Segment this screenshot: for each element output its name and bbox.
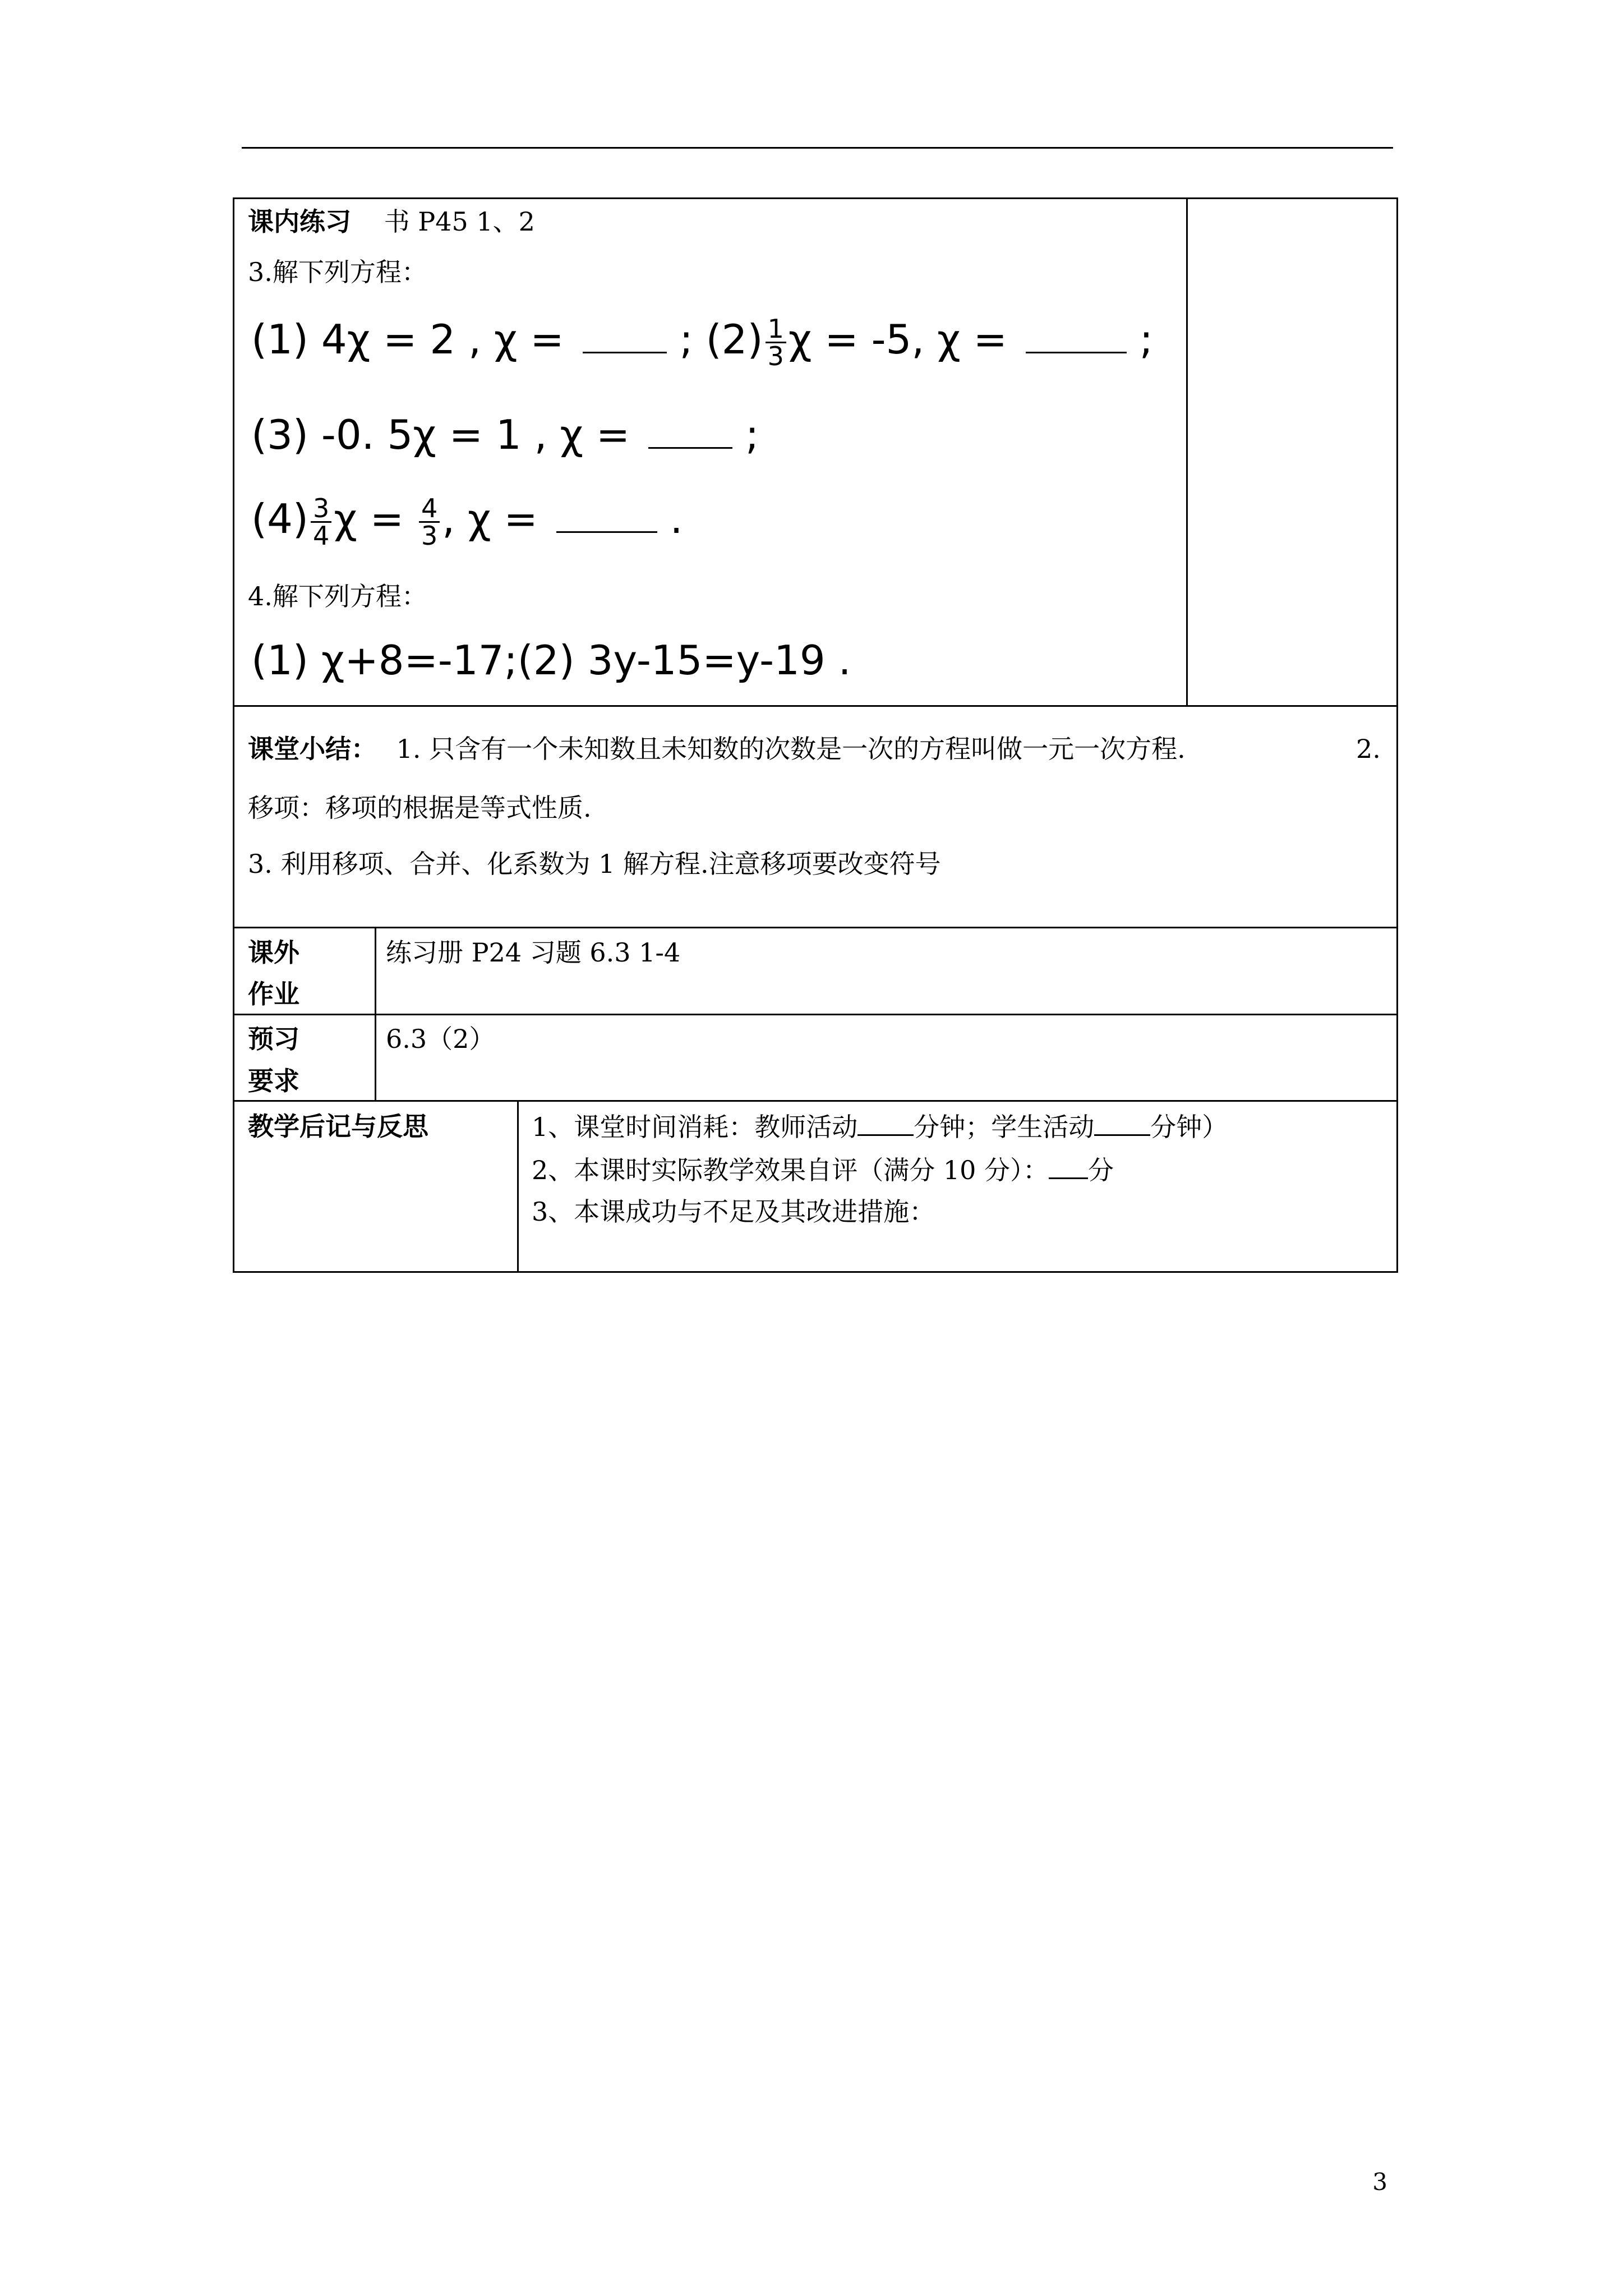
preview-content: 6.3（2） [386, 1024, 495, 1054]
q3-eq4-prefix: (4) [251, 495, 308, 542]
homework-content: 练习册 P24 习题 6.3 1-4 [386, 937, 681, 968]
reflection-time-student: 分钟；学生活动 [914, 1112, 1095, 1142]
answer-blank-1 [583, 315, 667, 353]
practice-right-divider [1186, 197, 1188, 706]
q3-equation-row-3 [251, 494, 683, 549]
q4-title: 4.解下列方程： [248, 581, 427, 611]
q4-equations: (1) χ+8=-17;(2) 3y-15=y-19 . [251, 637, 851, 684]
reflection-label-divider [517, 1100, 519, 1273]
practice-book-ref: 书 P45 1、2 [384, 206, 535, 237]
reflection-score-unit: 分 [1088, 1155, 1114, 1185]
q3-eq3: (3) -0. 5χ = 1 , χ = [251, 411, 630, 458]
page-number: 3 [1372, 2168, 1387, 2196]
q3-title: 3.解下列方程： [248, 257, 427, 287]
row-separator-preview [233, 1014, 1398, 1015]
q3-eq1: (1) 4χ = 2 , χ = [251, 316, 564, 363]
student-minutes-blank [1094, 1110, 1150, 1136]
homework-label-2: 作业 [248, 979, 299, 1009]
summary-point-1: 1. 只含有一个未知数且未知数的次数是一次的方程叫做一元一次方程. [396, 734, 1186, 764]
fraction-three-quarters: $\frac{3}{4}$ [311, 495, 331, 549]
summary-point-2: 移项：移项的根据是等式性质. [248, 793, 592, 823]
reflection-line-1 [532, 1110, 1228, 1144]
preview-label-2: 要求 [248, 1066, 299, 1096]
summary-heading: 课堂小结： [248, 734, 377, 764]
answer-blank-3 [648, 410, 732, 449]
row-separator-reflection [233, 1100, 1398, 1102]
homework-label-divider [375, 927, 376, 1100]
practice-heading-line [248, 205, 535, 238]
reflection-line-3: 3、本课成功与不足及其改进措施： [532, 1197, 935, 1227]
reflection-self-score: 2、本课时实际教学效果自评（满分 10 分）： [532, 1155, 1049, 1185]
header-rule [242, 147, 1393, 149]
fraction-one-third: $\frac{1}{3}$ [766, 316, 786, 369]
teacher-minutes-blank [857, 1110, 914, 1136]
answer-blank-2 [1026, 315, 1127, 353]
q3-eq2-suffix: χ = -5, χ = [788, 316, 1007, 363]
homework-label-1: 课外 [248, 937, 299, 968]
summary-point-3: 3. 利用移项、合并、化系数为 1 解方程.注意移项要改变符号 [248, 849, 941, 879]
reflection-time-end: 分钟） [1150, 1112, 1228, 1142]
practice-heading: 课内练习 [248, 206, 351, 237]
answer-blank-4 [556, 494, 657, 533]
preview-label-1: 预习 [248, 1024, 299, 1054]
reflection-label: 教学后记与反思 [248, 1111, 428, 1142]
q3-equation-row-2 [251, 409, 759, 460]
q3-equation-row-1 [251, 314, 1153, 369]
q3-eq4-mid: χ = [334, 495, 404, 542]
fraction-four-thirds: $\frac{4}{3}$ [419, 495, 440, 549]
score-blank [1049, 1153, 1088, 1179]
row-separator-summary [233, 705, 1398, 707]
summary-point-2-number: 2. [1356, 734, 1381, 764]
summary-line-1 [248, 732, 1186, 766]
reflection-line-2 [532, 1153, 1114, 1187]
row-separator-homework [233, 927, 1398, 928]
reflection-time-teacher: 1、课堂时间消耗：教师活动 [532, 1112, 858, 1142]
q3-eq4-end: . [670, 495, 683, 542]
q3-eq4-suffix: , χ = [442, 495, 538, 542]
q3-end: ; [1139, 316, 1153, 363]
q3-sep: ; [679, 316, 693, 363]
q3-eq3-end: ; [745, 411, 759, 458]
q3-eq2-prefix: (2) [706, 316, 763, 363]
